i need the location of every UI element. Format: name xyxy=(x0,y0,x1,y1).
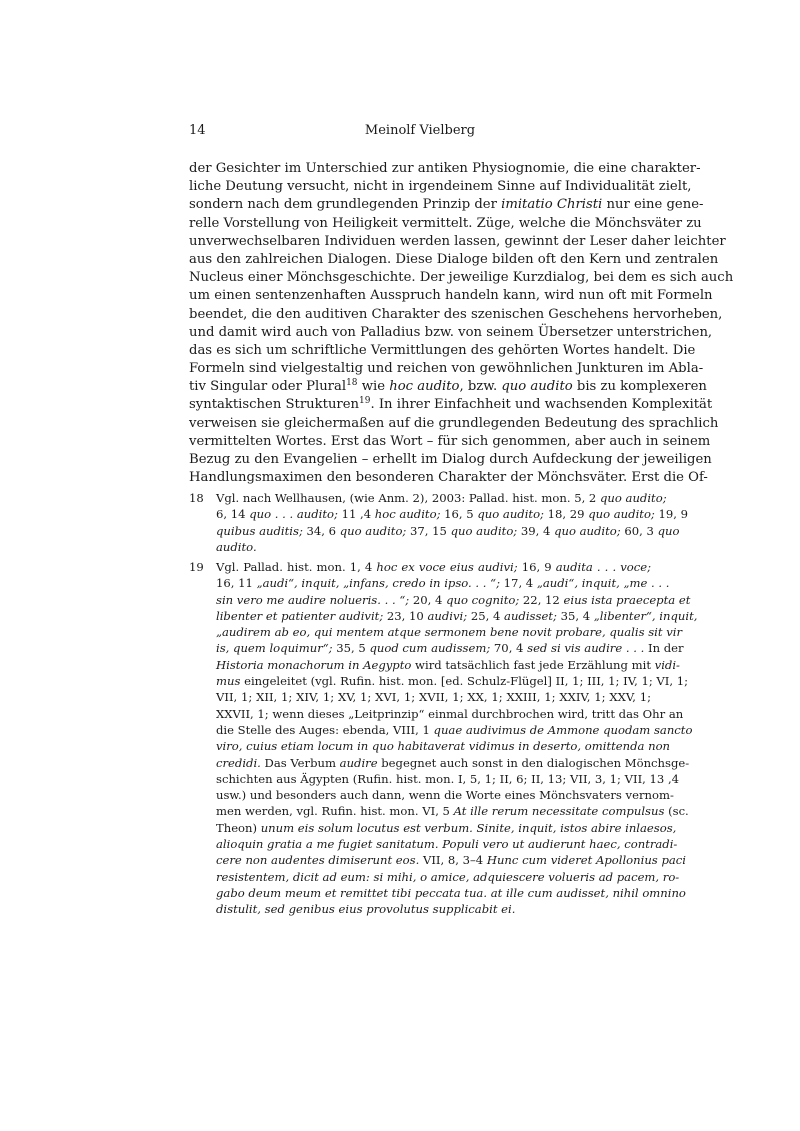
text-run: 6, 14 xyxy=(216,507,250,522)
text-line xyxy=(216,722,693,738)
text-line xyxy=(216,836,678,852)
text-line xyxy=(189,251,719,269)
text-run: VII, 8, 3–4 xyxy=(419,853,487,868)
main-paragraph xyxy=(189,160,734,487)
text-line xyxy=(189,342,696,360)
text-run: Handlungsmaximen den besonderen Charakter der Mönchsväter. Erst die Of- xyxy=(189,470,708,486)
text-run: XXVII, 1; wenn dieses „Leitprinzip“ einmal durchbrochen wird, tritt das Ohr an xyxy=(216,706,684,721)
italic-text: quae audivimus de Ammone quodam sancto xyxy=(433,722,693,737)
text-run: eingeleitet (vgl. Rufin. hist. mon. [ed. Schulz-Flügel] II, 1; III, 1; IV, 1; VI, 1; xyxy=(240,674,689,689)
text-run: sondern nach dem grundlegenden Prinzip der xyxy=(189,197,502,213)
text-run: beendet, die den auditiven Charakter des szenischen Geschehens hervorheben, xyxy=(189,306,723,322)
text-run: Formeln sind vielgestaltig und reichen von gewöhnlichen Junkturen im Abla- xyxy=(189,361,704,377)
italic-text: „audi“, inquit, „me . . . xyxy=(536,576,670,591)
text-run: 37, 15 xyxy=(406,523,451,538)
text-line xyxy=(189,306,723,324)
text-run: 18, 29 xyxy=(543,507,589,522)
text-line xyxy=(189,178,692,196)
text-line xyxy=(216,901,651,917)
text-line xyxy=(189,196,704,214)
text-run: aus den zahlreichen Dialogen. Diese Dialoge bilden oft den Kern und zentralen xyxy=(189,251,719,267)
text-run: unverwechselbaren Individuen werden lassen, gewinnt der Leser daher leichter xyxy=(189,233,726,249)
text-run: um einen sentenzenhaften Ausspruch handeln kann, wird nun oft mit Formeln xyxy=(189,288,713,304)
text-line xyxy=(216,539,651,555)
text-run: begegnet auch sonst in den dialogischen Mönchsge- xyxy=(377,755,690,770)
text-line xyxy=(216,706,684,722)
text-run: die Stelle des Auges: ebenda, VIII, 1 xyxy=(216,722,434,737)
text-run: Das Verbum xyxy=(260,755,340,770)
text-run: verweisen sie gleichermaßen auf die grundlegenden Bedeutung des sprachlich xyxy=(189,415,719,431)
text-run: VII, 1; XII, 1; XIV, 1; XV, 1; XVI, 1; XVII, 1; XX, 1; XXIII, 1; XXIV, 1; XXV, 1; xyxy=(216,690,651,705)
italic-text: audito. xyxy=(216,539,257,554)
text-run: 22, 12 xyxy=(519,592,564,607)
text-run: 34, 6 xyxy=(302,523,340,538)
text-line xyxy=(216,624,683,640)
text-line xyxy=(216,506,689,522)
italic-text: quo audito; xyxy=(339,523,407,538)
text-line xyxy=(216,771,680,787)
italic-text: „libenter“, inquit, xyxy=(593,608,698,623)
italic-text: audivi; xyxy=(427,608,468,623)
text-run: tiv Singular oder Plural xyxy=(189,379,347,395)
footnote-ref: 18 xyxy=(346,378,358,389)
text-run: 11 ,4 xyxy=(337,507,375,522)
italic-text: quo . . . audito; xyxy=(249,507,338,522)
text-run: 16, 5 xyxy=(440,507,478,522)
italic-text: quo audito; xyxy=(477,507,544,522)
text-run: syntaktischen Strukturen xyxy=(189,397,360,413)
text-run: der Gesichter im Unterschied zur antiken Physiognomie, die eine charakter- xyxy=(189,161,701,176)
text-run: Vgl. Pallad. hist. mon. 1, 4 xyxy=(216,560,377,574)
text-run: 19, 9 xyxy=(654,507,689,522)
text-run: Bezug zu den Evangelien – erhellt im Dialog durch Aufdeckung der jeweiligen xyxy=(189,452,712,467)
text-run: 23, 10 xyxy=(383,608,428,623)
text-run: wie xyxy=(357,379,390,395)
italic-text: hoc audito xyxy=(389,379,460,395)
italic-text: quo audito; xyxy=(600,491,667,505)
italic-text: vidi- xyxy=(654,657,680,672)
italic-text: Hunc cum videret Apollonius paci xyxy=(486,853,686,868)
text-run: das es sich um schriftliche Vermittlungen des gehörten Wortes handelt. Die xyxy=(189,342,696,358)
text-line xyxy=(189,215,702,233)
text-run: schichten aus Ägypten (Rufin. hist. mon. I, 5, 1; II, 6; II, 13; VII, 3, 1; VII, 13 ,4 xyxy=(216,771,680,786)
text-line xyxy=(216,803,689,819)
text-line xyxy=(216,787,674,803)
italic-text: sin vero me audire nolueris. . . “; xyxy=(216,592,410,607)
italic-text: cere non audentes dimiserunt eos. xyxy=(216,853,420,868)
text-line xyxy=(216,755,690,771)
text-line xyxy=(216,559,651,575)
italic-text: quibus auditis; xyxy=(216,523,303,538)
italic-text: hoc ex voce eius audivi; xyxy=(376,560,518,574)
text-line xyxy=(216,820,677,836)
text-line xyxy=(216,608,698,624)
footnote-number: 18 xyxy=(189,491,204,505)
text-run: (sc. xyxy=(664,804,689,819)
text-run: wird tatsächlich fast jede Erzählung mit xyxy=(411,657,655,672)
text-line xyxy=(189,360,704,378)
italic-text: audita . . . voce; xyxy=(555,560,652,574)
italic-text: distulit, sed genibus eius provolutus supplicabit ei. xyxy=(216,902,516,917)
text-line xyxy=(189,233,726,251)
italic-text: quo audito; xyxy=(588,507,655,522)
text-line xyxy=(189,378,707,396)
text-run: liche Deutung versucht, nicht in irgendeinem Sinne auf Individualität zielt, xyxy=(189,179,692,195)
footnote-text xyxy=(216,559,698,918)
text-run: relle Vorstellung von Heiligkeit vermittelt. Züge, welche die Mönchsväter zu xyxy=(189,215,702,231)
text-run: Theon) xyxy=(216,820,261,835)
italic-text: resistentem, dicit ad eum: si mihi, o amice, adquiescere volueris ad pacem, ro- xyxy=(216,869,680,884)
italic-text: Historia monachorum in Aegypto xyxy=(216,657,412,672)
italic-text: libenter et patienter audivit; xyxy=(216,608,384,623)
text-line xyxy=(189,433,711,451)
italic-text: eius ista praecepta et xyxy=(563,592,691,607)
italic-text: alioquin gratia a me fugiet sanitatum. Populi vero ut audierunt haec, contradi- xyxy=(216,837,678,852)
text-line xyxy=(216,689,651,705)
text-run: 20, 4 xyxy=(409,592,447,607)
text-line xyxy=(189,415,719,433)
running-header xyxy=(189,122,651,140)
text-run: In der xyxy=(644,641,684,656)
text-run: nur eine gene- xyxy=(602,197,704,213)
italic-text: credidi. xyxy=(216,755,261,770)
text-run: , bzw. xyxy=(459,379,502,395)
italic-text: gabo deum meum et remittet tibi peccata tua. at ille cum audisset, nihil omnino xyxy=(216,885,686,900)
text-run: 60, 3 xyxy=(620,523,658,538)
text-run: 16, 11 xyxy=(216,576,257,591)
text-line xyxy=(189,287,713,305)
text-line xyxy=(189,269,734,287)
text-run: 17, 4 xyxy=(500,576,537,591)
footnote-ref: 19 xyxy=(359,396,371,407)
text-run: usw.) und besonders auch dann, wenn die Worte eines Mönchsvaters vernom- xyxy=(216,788,674,803)
italic-text: imitatio Christi xyxy=(501,197,603,213)
text-run: 39, 4 xyxy=(517,523,555,538)
italic-text: unum eis solum locutus est verbum. Sinite, inquit, istos abire inlaesos, xyxy=(260,820,677,835)
footnote-number: 19 xyxy=(189,560,204,574)
text-line xyxy=(189,160,701,178)
text-line xyxy=(216,885,686,901)
text-run: . In ihrer Einfachheit und wachsenden Komplexität xyxy=(370,397,713,413)
italic-text: At ille rerum necessitate compulsus xyxy=(453,804,665,819)
italic-text: quo audito; xyxy=(554,523,621,538)
italic-text: quod cum audissem; xyxy=(369,641,491,656)
text-line xyxy=(216,657,680,673)
text-line xyxy=(216,523,680,539)
italic-text: quo audito xyxy=(501,379,573,395)
text-run: men werden, vgl. Rufin. hist. mon. VI, 5 xyxy=(216,804,454,819)
text-run: 35, 4 xyxy=(556,608,594,623)
text-line xyxy=(216,575,670,591)
text-run: Nucleus einer Mönchsgeschichte. Der jeweilige Kurzdialog, bei dem es sich auch xyxy=(189,270,734,286)
text-run: Vgl. nach Wellhausen, (wie Anm. 2), 2003: Pallad. hist. mon. 5, 2 xyxy=(216,491,600,505)
italic-text: is, quem loquimur“; xyxy=(216,641,333,656)
italic-text: viro, cuius etiam locum in quo habitaverat vidimus in deserto, omittenda non xyxy=(216,739,671,754)
text-line xyxy=(189,469,708,487)
italic-text: „audi“, inquit, „infans, credo in ipso. . . “; xyxy=(256,576,500,591)
italic-text: audire xyxy=(339,755,378,770)
text-line xyxy=(189,324,713,342)
italic-text: quo xyxy=(657,523,680,538)
text-run: 70, 4 xyxy=(490,641,528,656)
text-line xyxy=(189,451,712,469)
italic-text: mus xyxy=(216,674,241,689)
text-line xyxy=(216,490,667,506)
text-run: und damit wird auch von Palladius bzw. von seinem Übersetzer unterstrichen, xyxy=(189,324,713,340)
italic-text: hoc audito; xyxy=(374,507,441,522)
text-run: 25, 4 xyxy=(467,608,505,623)
page-number: 14 xyxy=(189,123,206,138)
text-line xyxy=(189,396,713,414)
text-line xyxy=(216,592,691,608)
text-run: bis zu komplexeren xyxy=(572,379,707,395)
text-line xyxy=(216,852,686,868)
italic-text: quo audito; xyxy=(450,523,518,538)
text-line xyxy=(216,738,671,754)
text-run: 35, 5 xyxy=(332,641,370,656)
italic-text: „audirem ab eo, qui mentem atque sermonem bene novit probare, qualis sit vir xyxy=(216,625,683,640)
text-line xyxy=(216,673,689,689)
text-run: 16, 9 xyxy=(517,560,556,574)
italic-text: sed si vis audire . . . xyxy=(527,641,645,656)
text-line xyxy=(216,640,684,656)
text-run: vermittelten Wortes. Erst das Wort – für sich genommen, aber auch in seinem xyxy=(189,433,711,449)
text-line xyxy=(216,869,680,885)
footnote-text xyxy=(216,490,689,555)
running-head-author: Meinolf Vielberg xyxy=(364,123,476,138)
italic-text: audisset; xyxy=(504,608,557,623)
italic-text: quo cognito; xyxy=(446,592,520,607)
